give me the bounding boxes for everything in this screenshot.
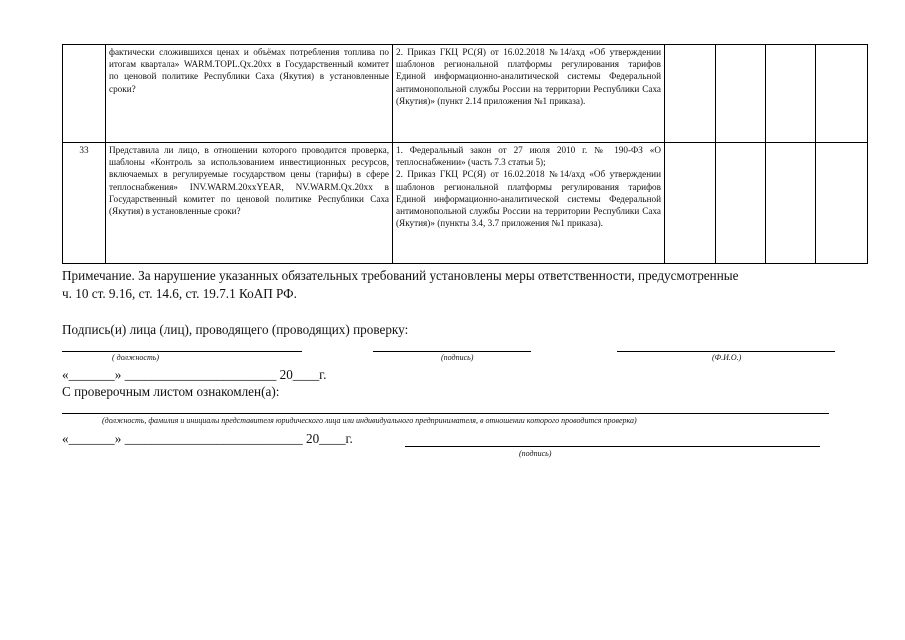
row-number xyxy=(63,45,106,143)
fio-signature-line xyxy=(617,351,835,352)
acquainted-date-line: «_______» ___________________________ 20____г. xyxy=(62,431,353,446)
table-row xyxy=(63,143,868,264)
legal-reference: 1. Федеральный закон от 27 июля 2010 г. № 190-ФЗ «О теплоснабжении» (часть 7.3 статьи 5); 2. Приказ ГКЦ РС(Я) от 16.02.2018 №14/ахд «Об утверждении шаблонов региональной платформы регулирования тарифов Единой информационно-аналитической системы Федеральной антимонопольной службы России на территории Республики Саха (Якутия)» (пункты 3.4, 3.7 приложения №1 приказа). xyxy=(393,143,665,264)
comment-cell xyxy=(816,45,868,143)
legal-reference: 2. Приказ ГКЦ РС(Я) от 16.02.2018 №14/ахд «Об утверждении шаблонов региональной платформы регулирования тарифов Единой информационно-аналитической системы Федеральной антимонопольной службы России на территории Республики Саха (Якутия)» (пункт 2.14 приложения №1 приказа). xyxy=(393,45,665,143)
signature-date-line: «_______» _______________________ 20____г. xyxy=(62,367,327,382)
row-number: 33 xyxy=(63,143,106,264)
caption-sign: (подпись) xyxy=(441,353,474,362)
answer-yes-cell xyxy=(665,143,716,264)
acquainted-person-line xyxy=(62,413,829,414)
caption-position: ( должность) xyxy=(112,353,160,362)
checklist-table xyxy=(62,44,868,264)
caption-acquainted-person: (должность, фамилия и инициалы представителя юридического лица или индивидуального предпринимателя, в отношении которого проводится проверка) xyxy=(102,416,637,425)
note-line-1: Примечание. За нарушение указанных обязательных требований установлены меры ответственности, предусмотренные xyxy=(62,268,739,283)
comment-cell xyxy=(816,143,868,264)
answer-no-cell xyxy=(716,143,766,264)
acquainted-sign-line xyxy=(405,446,820,447)
requirement-question: Представила ли лицо, в отношении которого проводится проверка, шаблоны «Контроль за использованием инвестиционных ресурсов, включаемых в регулируемые государством цены (тарифы) в сфере теплоснабжения» INV.WARM.20xxYEAR, NV.WARM.Qx.20xx в Государственный комитет по ценовой политике Республики Саха (Якутия) в установленные сроки? xyxy=(106,143,393,264)
note-line-2: ч. 10 ст. 9.16, ст. 14.6, ст. 19.7.1 КоАП РФ. xyxy=(62,286,297,301)
position-signature-line xyxy=(62,351,302,352)
caption-acquainted-sign: (подпись) xyxy=(519,449,552,458)
answer-na-cell xyxy=(766,143,816,264)
answer-yes-cell xyxy=(665,45,716,143)
signature-heading: Подпись(и) лица (лиц), проводящего (проводящих) проверку: xyxy=(62,322,409,337)
answer-na-cell xyxy=(766,45,816,143)
answer-no-cell xyxy=(716,45,766,143)
table-row xyxy=(63,45,868,143)
acquainted-heading: С проверочным листом ознакомлен(а): xyxy=(62,384,280,399)
caption-fio: (Ф.И.О.) xyxy=(712,353,742,362)
requirement-question: фактически сложившихся ценах и объёмах потребления топлива по итогам квартала» WARM.TOPL.Qx.20xx в Государственный комитет по ценовой политике Республики Саха (Якутия) в установленные сроки? xyxy=(106,45,393,143)
sign-signature-line xyxy=(373,351,531,352)
